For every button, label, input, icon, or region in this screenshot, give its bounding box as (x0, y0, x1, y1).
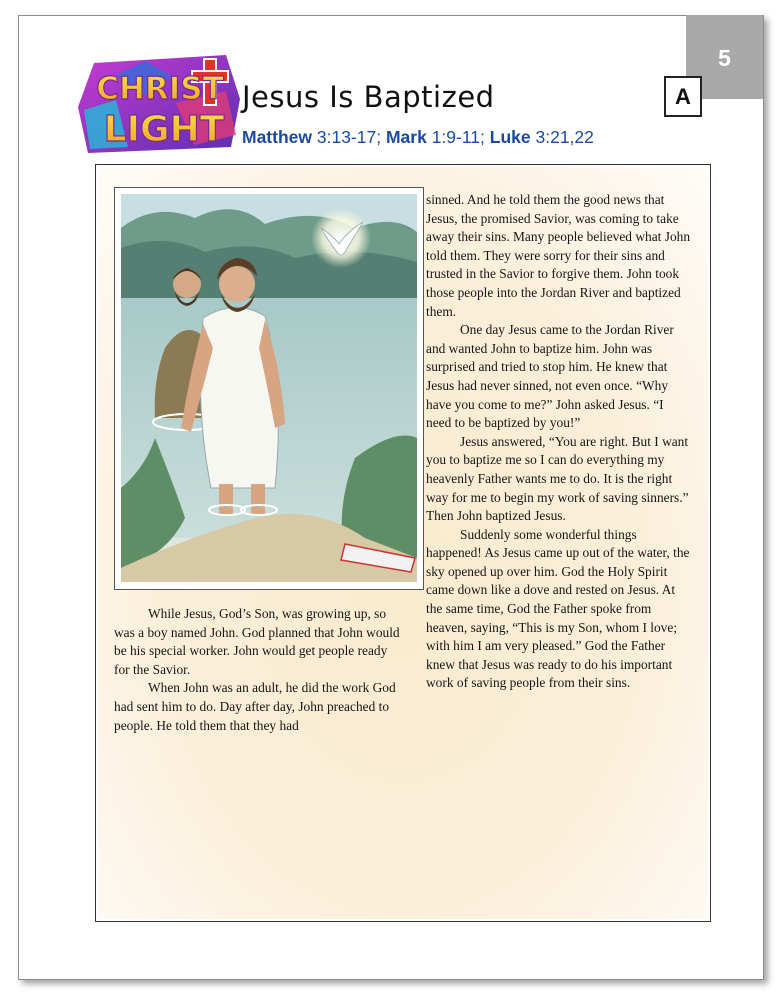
story-paragraph: While Jesus, God’s Son, was growing up, so was a boy named John. God planned that John would be his special worker. John would get people ready for the Savior. (114, 606, 400, 677)
ref-book-mark: Mark (385, 127, 427, 147)
story-paragraph: Jesus answered, “You are right. But I want you to baptize me so I can do everything my heavenly Father wants me to do. It is the right way for me to begin my work of saving sinners.” Then John baptized Jesus. (426, 433, 689, 524)
christlight-logo (76, 55, 244, 155)
story-paragraph: One day Jesus came to the Jordan River and wanted John to baptize him. John was surprised and tried to stop him. He knew that Jesus had never sinned, not even once. “Why have you come to me?” John asked Jesus. “I need to be baptized by you!” (426, 322, 674, 431)
ref-book-matthew: Matthew (242, 127, 312, 147)
ref-verses-luke: 3:21,22 (535, 127, 594, 147)
level-badge: A (664, 76, 702, 117)
ref-book-luke: Luke (489, 127, 531, 147)
logo-word-christ: CHRIST (96, 71, 224, 107)
story-column-right (426, 191, 692, 693)
story-column-left (114, 605, 404, 735)
lesson-number: 5 (718, 45, 731, 71)
story-paragraph: Suddenly some wonderful things happened! As Jesus came up out of the water, the sky opened up over him. God the Holy Spirit came down like a dove and rested on Jesus. At the same time, God the Father spoke from heaven, saying, “This is my Son, whom I love; with him I am very pleased.” God the Father knew that Jesus was ready to do his important work of saving people from their sins. (426, 526, 690, 691)
logo-word-light: LIGHT (103, 109, 225, 150)
baptism-illustration (114, 187, 424, 590)
story-paragraph: sinned. And he told them the good news that Jesus, the promised Savior, was coming to take away their sins. Many people believed what John told them. They were sorry for their sins and trusted in the Savior to forgive them. John took those people into the Jordan River and baptized them. (426, 192, 691, 319)
scripture-references (242, 127, 594, 148)
ref-verses-mark: 1:9-11; (431, 127, 485, 147)
ref-verses-matthew: 3:13-17; (316, 127, 382, 147)
story-paragraph: When John was an adult, he did the work God had sent him to do. Day after day, John preached to people. He told them that they had (114, 680, 396, 733)
page-title: Jesus Is Baptized (242, 80, 495, 114)
